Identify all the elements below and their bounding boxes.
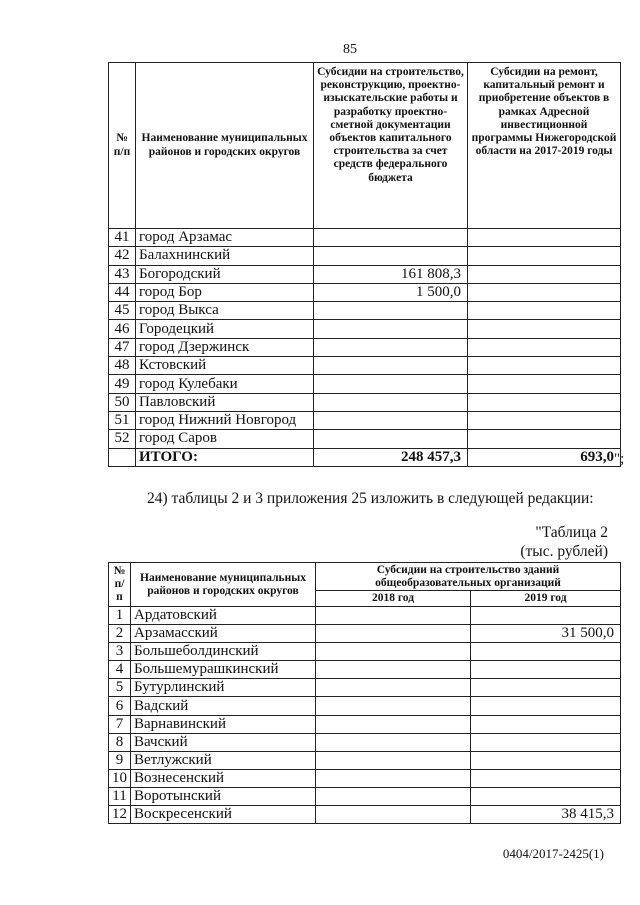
table-row — [109, 697, 621, 715]
row-value-1 — [314, 393, 468, 411]
row-number: 8 — [109, 733, 131, 751]
table-row — [109, 643, 621, 661]
row-number: 52 — [109, 430, 136, 448]
row-value-2 — [468, 265, 621, 283]
row-value-2 — [471, 661, 621, 679]
row-name: Ардатовский — [131, 607, 316, 625]
closing-quote: "; — [614, 451, 625, 467]
t2-header-name: Наименование муниципальных районов и городских округов — [131, 563, 316, 607]
row-value-2 — [468, 357, 621, 375]
row-name: город Саров — [136, 430, 314, 448]
table2-title: "Таблица 2 — [535, 524, 608, 541]
table-row — [109, 715, 621, 733]
row-name: город Бор — [136, 283, 314, 301]
table-row — [109, 607, 621, 625]
total-num-cell — [109, 448, 136, 466]
row-number: 43 — [109, 265, 136, 283]
row-number: 42 — [109, 247, 136, 265]
row-name: город Выкса — [136, 302, 314, 320]
row-number: 50 — [109, 393, 136, 411]
row-name: Кстовский — [136, 357, 314, 375]
row-value-2 — [468, 430, 621, 448]
table-row — [109, 357, 621, 375]
row-value-2 — [468, 283, 621, 301]
table-row — [109, 625, 621, 643]
footer-code: 0404/2017-2425(1) — [502, 846, 604, 861]
row-number: 49 — [109, 375, 136, 393]
table-row — [109, 787, 621, 805]
table-row — [109, 679, 621, 697]
row-number: 6 — [109, 697, 131, 715]
row-number: 2 — [109, 625, 131, 643]
row-value-1 — [316, 679, 471, 697]
row-value-2 — [468, 393, 621, 411]
row-number: 46 — [109, 320, 136, 338]
row-value-2 — [471, 607, 621, 625]
row-value-1 — [314, 338, 468, 356]
table-row — [109, 265, 621, 283]
table-row — [109, 338, 621, 356]
row-value-1 — [314, 302, 468, 320]
row-name: Богородский — [136, 265, 314, 283]
row-value-1 — [316, 625, 471, 643]
t2-header-group: Субсидии на строительство зданий общеобразовательных организаций — [316, 563, 621, 591]
row-value-1 — [314, 320, 468, 338]
row-value-2 — [471, 697, 621, 715]
row-number: 41 — [109, 229, 136, 247]
row-number: 4 — [109, 661, 131, 679]
row-name: город Дзержинск — [136, 338, 314, 356]
table-row — [109, 430, 621, 448]
row-number: 10 — [109, 769, 131, 787]
row-name: Бутурлинский — [131, 679, 316, 697]
row-name: Варнавинский — [131, 715, 316, 733]
row-value-1 — [316, 661, 471, 679]
total-value-1: 248 457,3 — [314, 448, 468, 466]
row-number: 11 — [109, 787, 131, 805]
header-name: Наименование муниципальных районов и городских округов — [136, 63, 314, 229]
row-name: Большемурашкинский — [131, 661, 316, 679]
t2-header-2019: 2019 год — [471, 591, 621, 607]
row-value-1 — [316, 643, 471, 661]
row-value-1 — [316, 607, 471, 625]
row-value-1 — [316, 697, 471, 715]
row-value-2: 31 500,0 — [471, 625, 621, 643]
header-num: № п/п — [109, 63, 136, 229]
row-name: Воротынский — [131, 787, 316, 805]
row-name: Арзамасский — [131, 625, 316, 643]
row-value-1 — [316, 751, 471, 769]
row-value-1 — [316, 733, 471, 751]
row-value-2 — [468, 247, 621, 265]
row-number: 1 — [109, 607, 131, 625]
row-name: Городецкий — [136, 320, 314, 338]
table-row — [109, 769, 621, 787]
total-row — [109, 448, 621, 466]
row-value-2: 38 415,3 — [471, 806, 621, 824]
row-name: Большеболдинский — [131, 643, 316, 661]
t2-header-num: № п/п — [109, 563, 131, 607]
row-value-1: 161 808,3 — [314, 265, 468, 283]
row-value-2 — [471, 733, 621, 751]
row-value-1 — [316, 715, 471, 733]
row-value-2 — [468, 411, 621, 429]
row-number: 45 — [109, 302, 136, 320]
row-number: 9 — [109, 751, 131, 769]
table-row — [109, 733, 621, 751]
header-federal-subsidy: Субсидии на строительство, реконструкцию, проектно-изыскательские работы и разработку проектно-сметной документации объектов капитального строительства за счет средств федерального бюджета — [314, 63, 468, 229]
row-value-2 — [471, 715, 621, 733]
row-value-1 — [314, 229, 468, 247]
subsidy-table-1 — [108, 62, 621, 467]
row-value-2 — [468, 375, 621, 393]
row-number: 48 — [109, 357, 136, 375]
row-name: город Арзамас — [136, 229, 314, 247]
header-repair-subsidy: Субсидии на ремонт, капитальный ремонт и приобретение объектов в рамках Адресной инвестиционной программы Нижегородской области на 2017-2019 годы — [468, 63, 621, 229]
total-label: ИТОГО: — [136, 448, 314, 466]
row-value-1 — [316, 787, 471, 805]
row-name: город Нижний Новгород — [136, 411, 314, 429]
row-value-1: 1 500,0 — [314, 283, 468, 301]
row-value-2 — [471, 643, 621, 661]
row-value-1 — [314, 411, 468, 429]
table-row — [109, 320, 621, 338]
row-value-2 — [468, 302, 621, 320]
row-name: Вадский — [131, 697, 316, 715]
row-number: 3 — [109, 643, 131, 661]
row-value-2 — [468, 338, 621, 356]
row-number: 12 — [109, 806, 131, 824]
row-value-1 — [314, 430, 468, 448]
amendment-instruction: 24) таблицы 2 и 3 приложения 25 изложить в следующей редакции: — [147, 490, 594, 507]
table-row — [109, 229, 621, 247]
row-number: 7 — [109, 715, 131, 733]
row-value-1 — [314, 357, 468, 375]
total-value-2: 693,0 — [468, 448, 621, 466]
row-value-1 — [314, 247, 468, 265]
t2-header-2018: 2018 год — [316, 591, 471, 607]
table-row — [109, 375, 621, 393]
row-value-1 — [316, 769, 471, 787]
table-row — [109, 661, 621, 679]
subsidy-table-2 — [108, 562, 621, 824]
row-value-2 — [468, 229, 621, 247]
table-row — [109, 302, 621, 320]
row-value-2 — [471, 787, 621, 805]
table2-units: (тыс. рублей) — [520, 543, 608, 560]
row-number: 47 — [109, 338, 136, 356]
row-value-2 — [471, 751, 621, 769]
table-row — [109, 751, 621, 769]
row-name: Воскресенский — [131, 806, 316, 824]
row-number: 5 — [109, 679, 131, 697]
row-name: Вачский — [131, 733, 316, 751]
row-name: Вознесенский — [131, 769, 316, 787]
row-name: город Кулебаки — [136, 375, 314, 393]
table-row — [109, 411, 621, 429]
row-value-2 — [471, 679, 621, 697]
table-row — [109, 393, 621, 411]
row-value-1 — [316, 806, 471, 824]
table-row — [109, 247, 621, 265]
row-number: 51 — [109, 411, 136, 429]
page-number: 85 — [343, 42, 357, 57]
row-value-1 — [314, 375, 468, 393]
table-row — [109, 806, 621, 824]
row-number: 44 — [109, 283, 136, 301]
row-name: Павловский — [136, 393, 314, 411]
row-value-2 — [468, 320, 621, 338]
table-row — [109, 283, 621, 301]
row-name: Балахнинский — [136, 247, 314, 265]
row-name: Ветлужский — [131, 751, 316, 769]
row-value-2 — [471, 769, 621, 787]
